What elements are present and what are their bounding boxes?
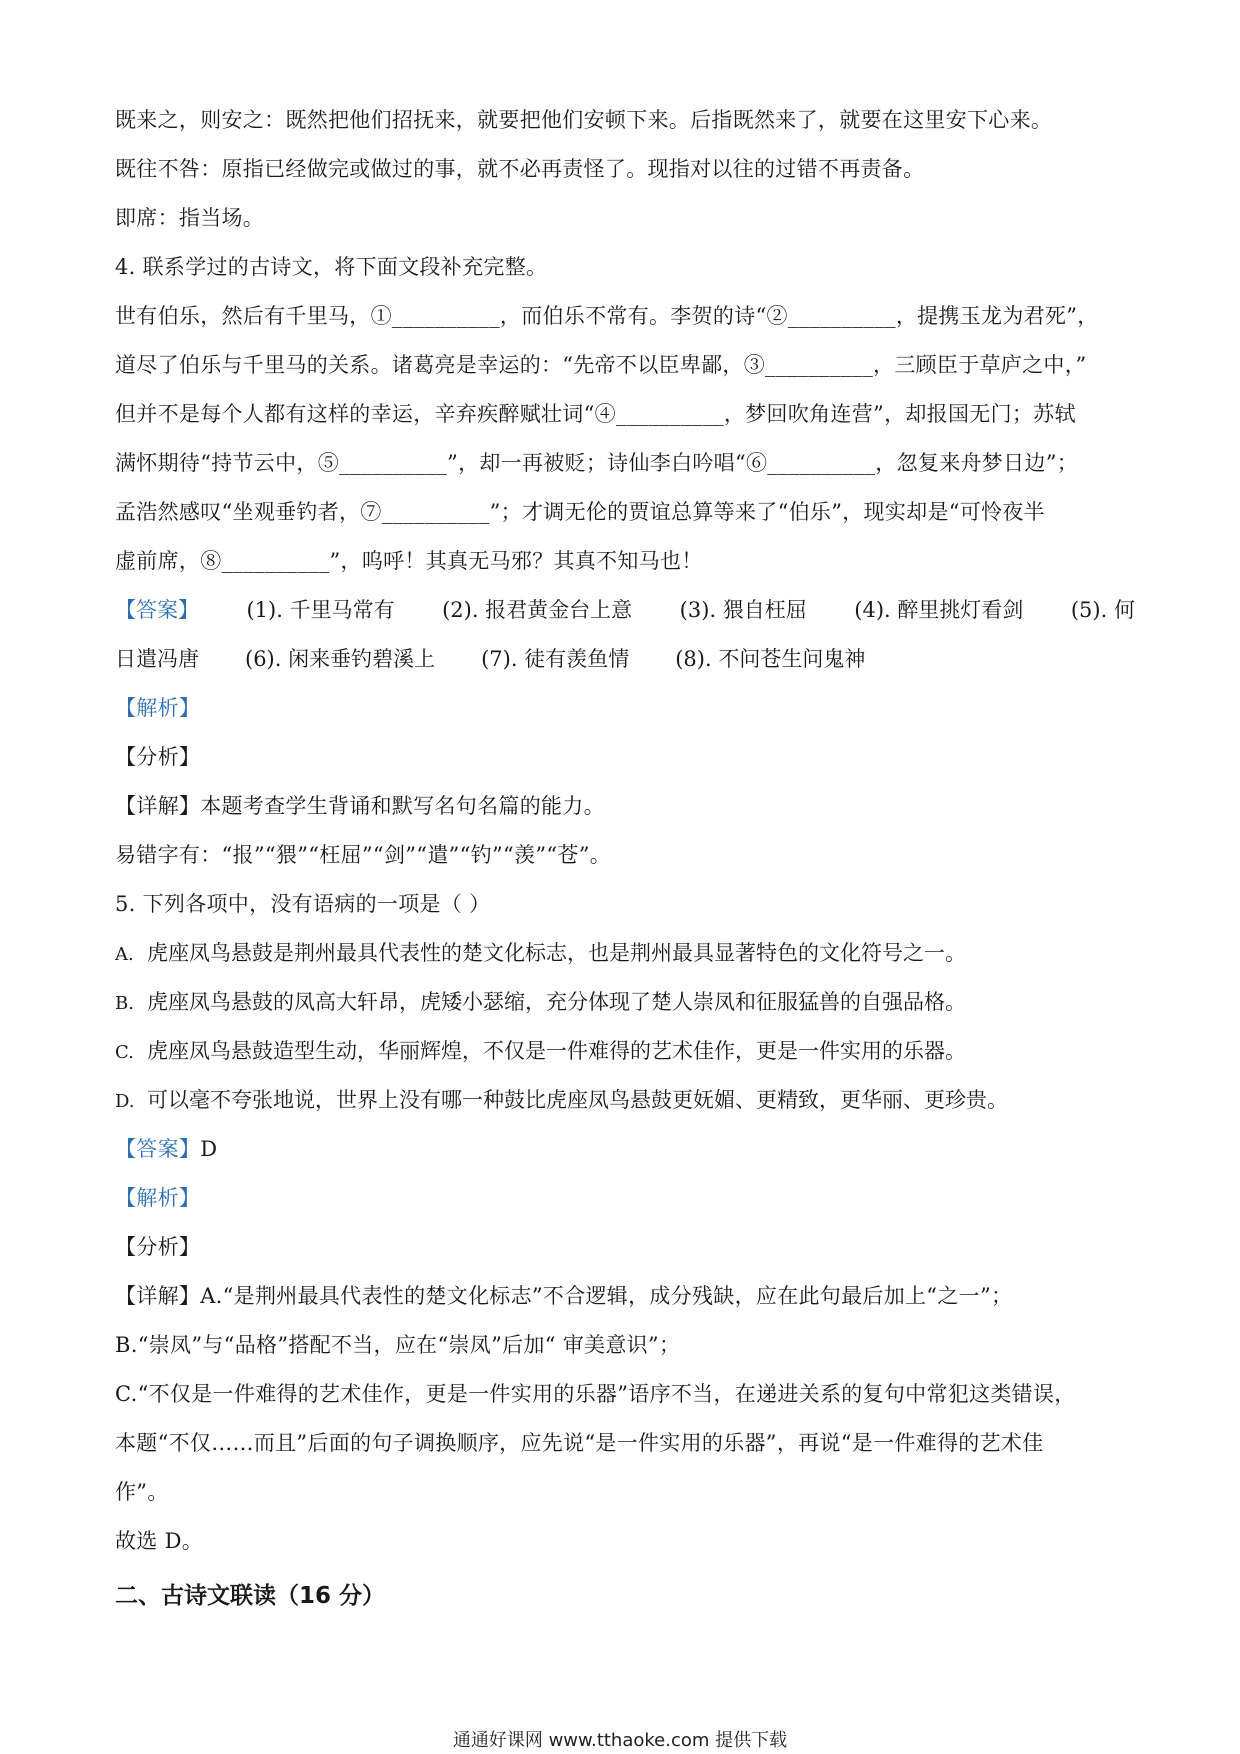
question-4-passage-line: 但并不是每个人都有这样的幸运，辛弃疾醉赋壮词“④__________，梦回吹角连营”，却报国无门；苏轼 [115, 402, 1076, 426]
option-d [115, 1076, 1135, 1125]
question-4-passage-line: 满怀期待“持节云中，⑤__________”，却一再被贬；诗仙李白吟唱“⑥__________，忽复来舟梦日边”； [115, 451, 1079, 475]
answer-item: (5). 何 [1070, 598, 1135, 622]
analysis-conclusion: 故选 D。 [115, 1529, 204, 1553]
question-4-passage-line: 孟浩然感叹“坐观垂钓者，⑦__________”；才调无伦的贾谊总算等来了“伯乐”，现实却是“可怜夜半 [115, 500, 1045, 524]
analysis-label: 【解析】 [115, 696, 201, 720]
answer-item: (1). 千里马常有 [246, 598, 395, 622]
analysis-detail: B.“崇凤”与“品格”搭配不当，应在“崇凤”后加“ 审美意识”； [115, 1333, 681, 1357]
definition-line: 既来之，则安之：既然把他们招抚来，就要把他们安顿下来。后指既然来了，就要在这里安下心来。 [115, 108, 1053, 132]
analysis-detail: 【详解】本题考查学生背诵和默写名句名篇的能力。 [115, 794, 605, 818]
answer-item: (3). 猥自枉屈 [679, 598, 807, 622]
answer-item: (4). 醉里挑灯看剑 [854, 598, 1024, 622]
option-text: 虎座凤鸟悬鼓是荆州最具代表性的楚文化标志，也是荆州最具显著特色的文化符号之一。 [147, 941, 966, 965]
analysis-heading: 【分析】 [115, 1235, 201, 1259]
option-label: A. [115, 944, 134, 965]
analysis-heading: 【分析】 [115, 745, 201, 769]
analysis-label: 【解析】 [115, 1186, 201, 1210]
analysis-detail: 本题“不仅……而且”后面的句子调换顺序，应先说“是一件实用的乐器”，再说“是一件难得的艺术佳 [115, 1431, 1044, 1455]
analysis-typo-note: 易错字有：“报”“猥”“枉屈”“剑”“遣”“钓”“羡”“苍”。 [115, 843, 612, 867]
option-label: C. [115, 1042, 134, 1063]
answer-item: 日遣冯唐 [115, 647, 199, 671]
section-heading: 二、古诗文联读（16 分） [115, 1583, 386, 1609]
analysis-detail: 【详解】A.“是荆州最具代表性的楚文化标志”不合逻辑，成分残缺，应在此句最后加上“之一”； [115, 1284, 1013, 1308]
definition-line: 即席：指当场。 [115, 206, 265, 230]
answer-item: (6). 闲来垂钓碧溪上 [245, 647, 436, 671]
question-4-stem: 4. 联系学过的古诗文，将下面文段补充完整。 [115, 255, 548, 279]
answer-item: (2). 报君黄金台上意 [442, 598, 633, 622]
option-text: 可以毫不夸张地说，世界上没有哪一种鼓比虎座凤鸟悬鼓更妩媚、更精致，更华丽、更珍贵。 [147, 1088, 1008, 1112]
answer-label: 【答案】 [115, 598, 199, 622]
answer-label: 【答案】 [115, 1137, 201, 1161]
option-text: 虎座凤鸟悬鼓的凤高大轩昂，虎矮小瑟缩，充分体现了楚人崇凤和征服猛兽的自强品格。 [147, 990, 966, 1014]
page-footer: 通通好课网 www.tthaoke.com 提供下载 [452, 1730, 788, 1751]
question-4-passage-line: 道尽了伯乐与千里马的关系。诸葛亮是幸运的：“先帝不以臣卑鄙，③__________，三顾臣于草庐之中，” [115, 353, 1087, 377]
option-text: 虎座凤鸟悬鼓造型生动，华丽辉煌，不仅是一件难得的艺术佳作，更是一件实用的乐器。 [147, 1039, 966, 1063]
definition-line: 既往不咎：原指已经做完或做过的事，就不必再责怪了。现指对以往的过错不再责备。 [115, 157, 925, 181]
option-a [115, 929, 1135, 978]
option-b [115, 978, 1135, 1027]
question-4-answer-row [115, 586, 1135, 635]
option-label: B. [115, 993, 134, 1014]
question-5-stem: 5. 下列各项中，没有语病的一项是（ ） [115, 892, 491, 916]
question-4-passage-line: 世有伯乐，然后有千里马，①__________，而伯乐不常有。李贺的诗“②__________，提携玉龙为君死”， [115, 304, 1099, 328]
answer-value: D [200, 1137, 218, 1161]
option-label: D. [115, 1091, 135, 1112]
answer-item: (7). 徒有羡鱼情 [481, 647, 630, 671]
answer-item: (8). 不问苍生问鬼神 [675, 647, 866, 671]
question-4-passage-line: 虚前席，⑧__________”，呜呼！其真无马邪？其真不知马也！ [115, 549, 703, 573]
document-page [115, 96, 1135, 1622]
option-c [115, 1027, 1135, 1076]
question-5-answer [115, 1125, 1135, 1174]
analysis-detail: 作”。 [115, 1480, 169, 1504]
analysis-detail: C.“不仅是一件难得的艺术佳作，更是一件实用的乐器”语序不当，在递进关系的复句中常犯这类错误， [115, 1382, 1076, 1406]
question-4-answer-row-2 [115, 635, 1135, 684]
